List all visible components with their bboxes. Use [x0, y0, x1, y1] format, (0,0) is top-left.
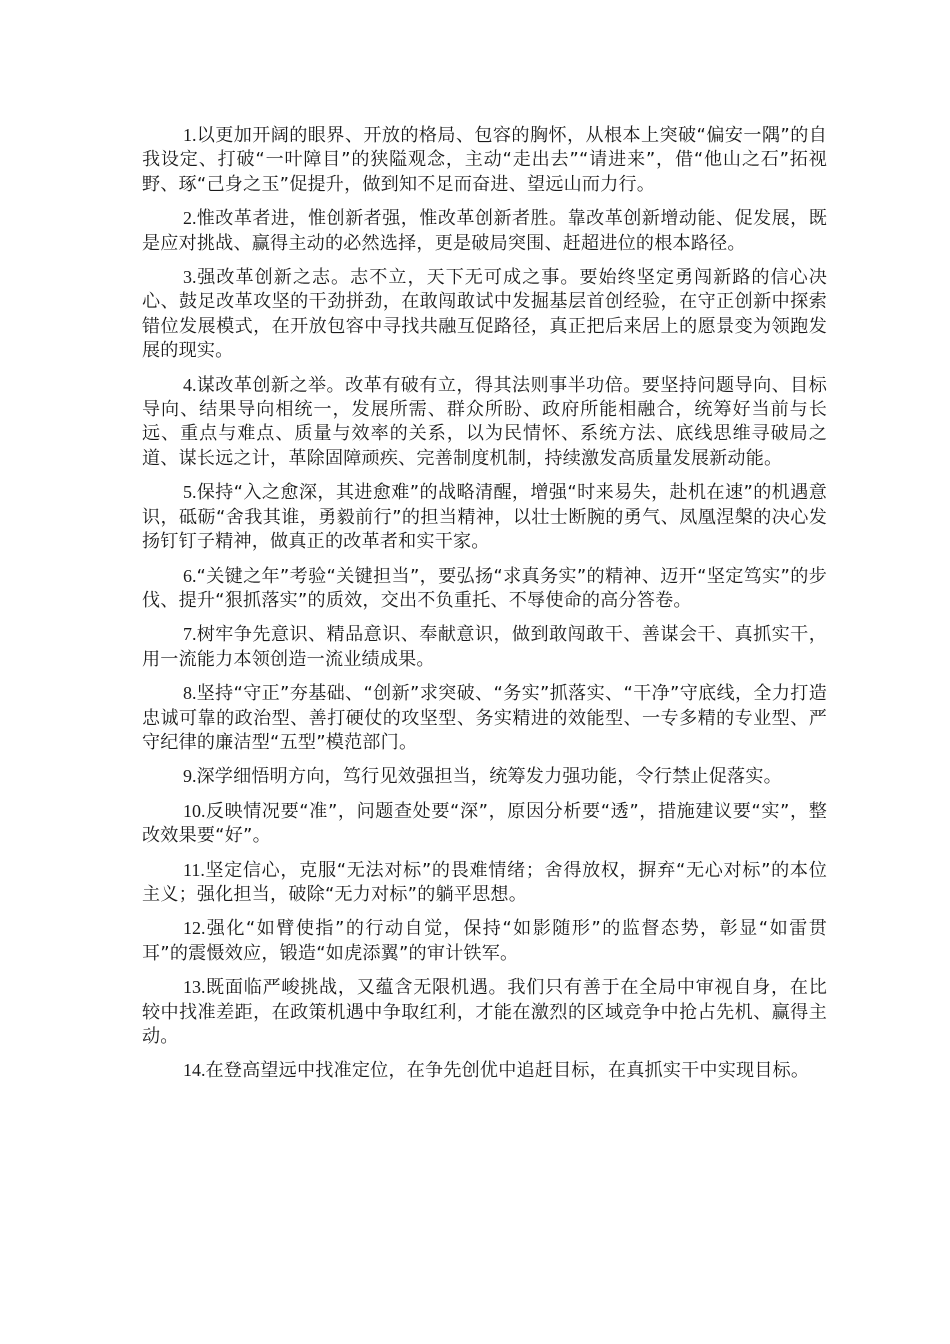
paragraph-number: 8. — [183, 683, 197, 704]
paragraph-text: 既面临严峻挑战，又蕴含无限机遇。我们只有善于在全局中审视自身，在比较中找准差距，在政策机遇中争取红利，才能在激烈的区域竞争中抢占先机、赢得主动。 — [142, 977, 827, 1047]
paragraph-11 — [142, 858, 827, 908]
paragraph-text: “关键之年”考验“关键担当”，要弘扬“求真务实”的精神、迈开“坚定笃实”的步伐、提升“狠抓落实”的质效，交出不负重托、不辱使命的高分答卷。 — [142, 565, 827, 611]
paragraph-number: 11. — [183, 859, 205, 880]
paragraph-text: 强改革创新之志。志不立，天下无可成之事。要始终坚定勇闯新路的信心决心、鼓足改革攻坚的干劲拼劲，在敢闯敢试中发掘基层首创经验，在守正创新中探索错位发展模式，在开放包容中寻找共融互促路径，真正把后来居上的愿景变为领跑发展的现实。 — [142, 267, 827, 362]
paragraph-2 — [142, 206, 827, 256]
paragraph-number: 7. — [183, 624, 197, 645]
paragraph-number: 1. — [183, 125, 197, 145]
paragraph-text: 惟改革者进，惟创新者强，惟改革创新者胜。靠改革创新增动能、促发展，既是应对挑战、赢得主动的必然选择，更是破局突围、赶超进位的根本路径。 — [142, 208, 827, 254]
paragraph-1 — [142, 123, 827, 197]
paragraph-text: 坚定信心，克服“无法对标”的畏难情绪；舍得放权，摒弃“无心对标”的本位主义；强化担当，破除“无力对标”的躺平思想。 — [142, 859, 827, 905]
paragraph-text: 深学细悟明方向，笃行见效强担当，统筹发力强功能，令行禁止促落实。 — [196, 766, 782, 788]
paragraph-12 — [142, 916, 827, 966]
paragraph-text: 保持“入之愈深，其进愈难”的战略清醒，增强“时来易失，赴机在速”的机遇意识，砥砺“舍我其谁，勇毅前行”的担当精神，以壮士断腕的勇气、凤凰涅槃的决心发扬钉钉子精神，做真正的改革者和实干家。 — [142, 482, 827, 553]
paragraph-text: 树牢争先意识、精品意识、奉献意识，做到敢闯敢干、善谋会干、真抓实干，用一流能力本领创造一流业绩成果。 — [142, 624, 827, 670]
paragraph-text: 谋改革创新之举。改革有破有立，得其法则事半功倍。要坚持问题导向、目标导向、结果导向相统一，发展所需、群众所盼、政府所能相融合，统筹好当前与长远、重点与难点、质量与效率的关系，以为民情怀、系统方法、底线思维寻破局之道、谋长远之计，革除固障顽疾、完善制度机制，持续激发高质量发展新动能。 — [142, 374, 827, 469]
paragraph-6 — [142, 564, 827, 614]
document-body — [142, 123, 827, 1093]
paragraph-number: 9. — [183, 766, 197, 787]
paragraph-text: 反映情况要“准”，问题查处要“深”，原因分析要“透”，措施建议要“实”，整改效果要“好”。 — [142, 800, 827, 847]
paragraph-number: 12. — [183, 918, 206, 939]
paragraph-4 — [142, 373, 827, 472]
paragraph-number: 13. — [183, 977, 206, 998]
paragraph-text: 坚持“守正”夯基础、“创新”求突破、“务实”抓落实、“干净”守底线，全力打造忠诚可靠的政治型、善打硬仗的攻坚型、务实精进的效能型、一专多精的专业型、严守纪律的廉洁型“五型”模范部门。 — [142, 683, 827, 753]
paragraph-text: 在登高望远中找准定位，在争先创优中追赶目标，在真抓实干中实现目标。 — [205, 1060, 810, 1082]
paragraph-number: 5. — [183, 482, 197, 503]
paragraph-number: 6. — [183, 565, 197, 586]
paragraph-text: 以更加开阔的眼界、开放的格局、包容的胸怀，从根本上突破“偏安一隅”的自我设定、打破“一叶障目”的狭隘观念，主动“走出去”“请进来”，借“他山之石”拓视野、琢“己身之玉”促提升，做到知不足而奋进、望远山而力行。 — [142, 125, 827, 195]
paragraph-13 — [142, 975, 827, 1049]
paragraph-8 — [142, 681, 827, 755]
paragraph-14 — [142, 1058, 827, 1083]
paragraph-number: 14. — [183, 1060, 206, 1081]
paragraph-3 — [142, 265, 827, 364]
paragraph-number: 3. — [183, 267, 197, 288]
paragraph-number: 4. — [183, 374, 197, 395]
paragraph-text: 强化“如臂使指”的行动自觉，保持“如影随形”的监督态势，彰显“如雷贯耳”的震慑效应，锻造“如虎添翼”的审计铁军。 — [142, 918, 827, 964]
paragraph-9 — [142, 764, 827, 789]
paragraph-5 — [142, 480, 827, 554]
paragraph-7 — [142, 622, 827, 672]
paragraph-number: 10. — [183, 800, 206, 821]
paragraph-number: 2. — [183, 208, 197, 229]
paragraph-10 — [142, 799, 827, 849]
